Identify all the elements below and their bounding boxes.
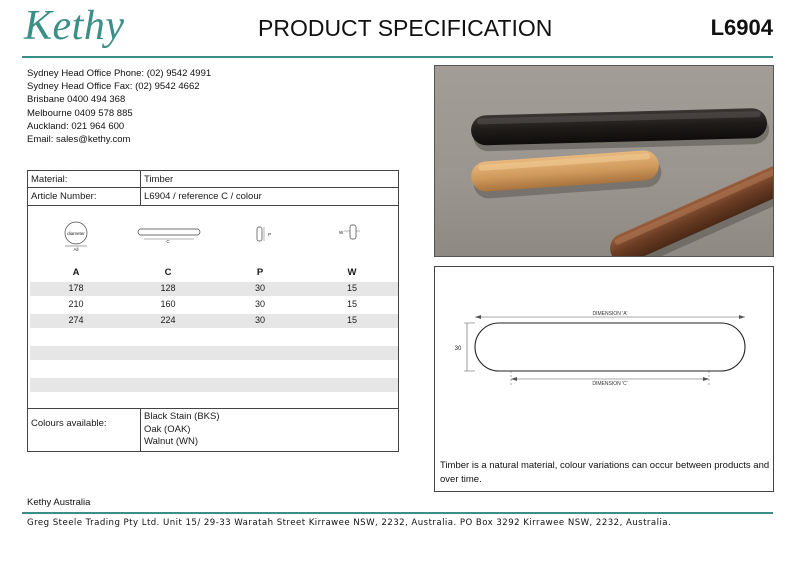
colours-list	[144, 411, 220, 449]
timber-note: Timber is a natural material, colour variations can occur between products and over time.	[440, 460, 770, 485]
table-row: 178 128 30 15	[30, 282, 398, 296]
table-row	[30, 378, 398, 392]
svg-text:C: C	[166, 239, 170, 244]
table-row: 274 224 30 15	[30, 314, 398, 328]
diameter-icon	[65, 222, 87, 252]
spec-table	[27, 170, 399, 452]
page-title: PRODUCT SPECIFICATION	[258, 15, 553, 41]
column-header-a: A	[72, 267, 80, 278]
colours-divider	[28, 408, 398, 409]
column-divider	[140, 409, 141, 452]
dimension-c-label: DIMENSION 'C'	[592, 381, 628, 387]
width-w-icon	[339, 225, 360, 239]
dimension-icons	[28, 219, 398, 259]
colour-option: Oak (OAK)	[144, 423, 191, 435]
height-label: 30	[454, 346, 462, 352]
footer-divider	[22, 512, 773, 514]
column-header-w: W	[347, 267, 357, 278]
contact-email[interactable]: Email: sales@kethy.com	[27, 134, 131, 146]
column-header-c: C	[164, 267, 172, 278]
material-value: Timber	[144, 174, 174, 185]
product-photo	[434, 65, 774, 257]
length-c-icon	[138, 229, 200, 244]
article-row	[28, 188, 398, 206]
oak-handle	[470, 149, 662, 199]
svg-text:W: W	[339, 230, 344, 235]
header-divider	[22, 56, 773, 58]
black-stain-handle	[471, 108, 770, 152]
footer-address: Greg Steele Trading Pty Ltd. Unit 15/ 29-33 Waratah Street Kirrawee NSW, 2232, Australia. PO Box 3292 Kirrawee NSW, 2232, Australia.	[27, 518, 672, 528]
contact-line: Sydney Head Office Fax: (02) 9542 4662	[27, 81, 200, 93]
svg-text:diameter: diameter	[67, 231, 85, 236]
kethy-logo: Kethy	[24, 3, 125, 49]
footer-brand: Kethy Australia	[27, 497, 91, 508]
table-row	[30, 362, 398, 376]
material-row	[28, 171, 398, 188]
dimension-a-label: DIMENSION 'A'	[592, 311, 628, 317]
contact-line: Sydney Head Office Phone: (02) 9542 4991	[27, 68, 212, 79]
article-value: L6904 / reference C / colour	[144, 191, 262, 202]
table-row	[30, 346, 398, 360]
table-row: 210 160 30 15	[68, 299, 357, 309]
column-header-p: P	[256, 267, 264, 278]
contact-block	[27, 67, 211, 146]
handle-outline	[475, 323, 745, 371]
article-label: Article Number:	[31, 191, 97, 202]
colour-option: Black Stain (BKS)	[144, 411, 220, 422]
material-label: Material:	[31, 174, 68, 185]
product-code: L6904	[710, 15, 773, 40]
table-row	[30, 330, 398, 344]
contact-line: Brisbane 0400 494 368	[27, 94, 126, 106]
contact-line: Melbourne 0409 578 885	[27, 107, 133, 119]
colour-option: Walnut (WN)	[144, 436, 199, 447]
contact-line: Auckland: 021 964 600	[27, 120, 125, 132]
svg-text:P: P	[268, 232, 272, 237]
projection-p-icon	[257, 227, 271, 241]
colours-label: Colours available:	[31, 418, 107, 429]
svg-text:All: All	[73, 247, 79, 252]
column-divider	[140, 171, 141, 206]
